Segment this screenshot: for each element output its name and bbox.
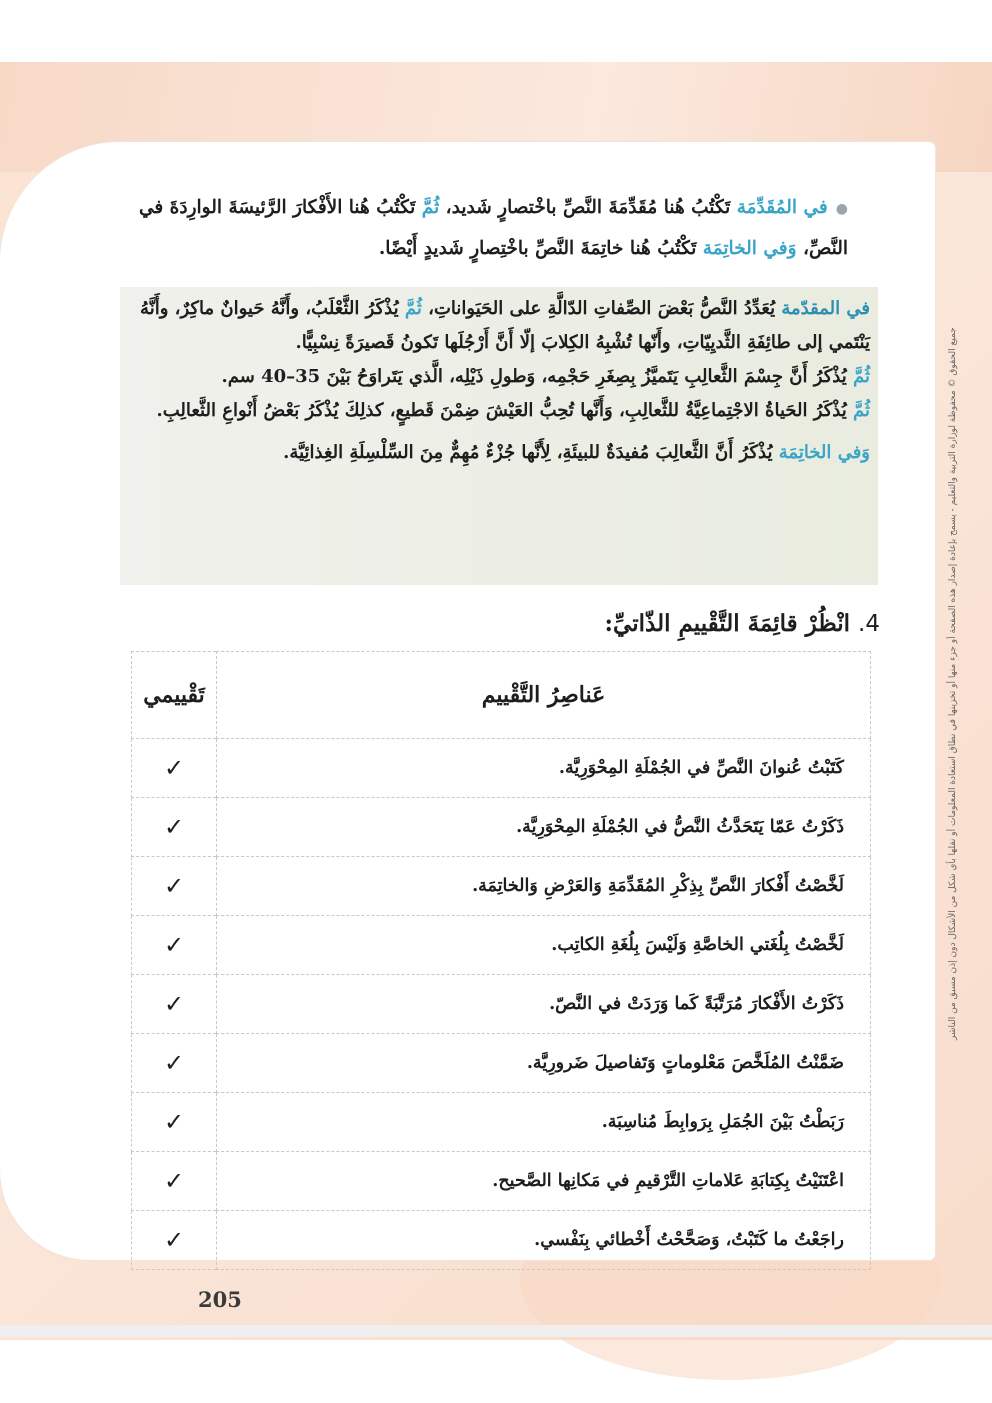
sample-text-3: يُذْكَرُ الحَياةُ الاجْتِماعِيَّةُ للثَّعالِبِ، وَأَنَّها تُحِبُّ العَيْشَ ضِمْنَ قَطيعٍ، كذلِكَ يُذْكَرُ بَعْضُ أَنْواعِ الثَّعالِبِ. — [156, 400, 853, 421]
checkmark-icon[interactable]: ✓ — [132, 916, 217, 975]
checkmark-icon[interactable]: ✓ — [132, 1152, 217, 1211]
table-row — [132, 1034, 871, 1093]
sample-keyword-then-3: ثُمَّ — [853, 400, 870, 421]
checkmark-icon[interactable]: ✓ — [132, 1034, 217, 1093]
table-row — [132, 857, 871, 916]
instruction-text-3: تَكْتُبُ هُنا خاتِمَةَ النَّصِّ باخْتِصارٍ شَديدٍ أَيْضًا. — [378, 238, 703, 259]
sample-text-1b: يُذْكَرُ الثَّعْلَبُ، وأَنَّهُ حَيوانٌ ماكِرٌ، وأَنَّهُ يَنْتَمي إلى طائِفَةِ الثَّديِيّاتِ، وأَنّها تُشْبِهُ الكِلابَ إلّا أَنَّ أَرْجُلَها تَكونُ قَصيرَةً نِسْبِيًّا. — [140, 298, 870, 353]
criterion-text: ذَكَرْتُ الأَفْكارَ مُرَتَّبَةً كَما وَرَدَتْ في النَّصّ. — [217, 975, 871, 1034]
table-row — [132, 916, 871, 975]
sample-paragraph-3 — [130, 394, 870, 428]
criterion-text: ضَمَّنْتُ المُلَخَّصَ مَعْلوماتٍ وَتَفاصيلَ ضَرورِيَّة. — [217, 1034, 871, 1093]
sample-text-1a: يُعَدِّدُ النَّصُّ بَعْضَ الصِّفاتِ الدّالَّةِ على الحَيَواناتِ، — [421, 298, 782, 319]
sample-paragraph-1 — [130, 292, 870, 360]
checkmark-icon[interactable]: ✓ — [132, 1211, 217, 1270]
table-row — [132, 798, 871, 857]
table-row — [132, 739, 871, 798]
checkmark-icon[interactable]: ✓ — [132, 857, 217, 916]
criterion-text: راجَعْتُ ما كَتَبْتُ، وَصَحَّحْتُ أَخْطائي بِنَفْسي. — [217, 1211, 871, 1270]
keyword-intro: في المُقَدِّمَة — [736, 197, 828, 218]
instruction-text-2: تَكْتُبُ هُنا الأَفْكارَ الرَّئيسَةَ الوارِدَةَ في النَّصِّ، — [138, 197, 848, 259]
criterion-text: لَخَّصْتُ بِلُغَتي الخاصَّةِ وَلَيْسَ بِلُغَةِ الكاتِب. — [217, 916, 871, 975]
table-row — [132, 1093, 871, 1152]
table-row — [132, 975, 871, 1034]
sample-paragraph-2 — [130, 360, 870, 394]
sample-summary-text — [130, 292, 870, 470]
criterion-text: رَبَطْتُ بَيْنَ الجُمَلِ بِرَوابِطَ مُناسِبَة. — [217, 1093, 871, 1152]
question-number: 4. — [858, 611, 880, 637]
criterion-text: ذَكَرْتُ عَمّا يَتَحَدَّثُ النَّصُّ في الجُمْلَةِ المِحْوَرِيَّة. — [217, 798, 871, 857]
keyword-conclusion: وَفي الخاتِمَة — [702, 238, 797, 259]
instruction-text-1: تَكْتُبُ هُنا مُقَدِّمَةَ النَّصِّ باخْتصارٍ شَديد، — [439, 197, 737, 218]
sample-keyword-then-2: ثُمَّ — [853, 366, 870, 387]
question-text: انْظُرْ قائِمَةَ التَّقْييمِ الذّاتيِّ: — [604, 610, 859, 637]
sample-keyword-then-1: ثُمَّ — [404, 298, 422, 319]
header-rating: تَقْييمي — [132, 652, 217, 739]
bottom-strip — [0, 1325, 992, 1337]
keyword-then: ثُمَّ — [421, 197, 440, 218]
table-header-row — [132, 652, 871, 739]
copyright-note: جميع الحقوق © محفوظة لوزارة التربية والتعليم - يسمح بإعادة إصدار هذه الصفحة أو جزء منها أو تخزينها في نطاق استعادة المعلومات أو نقلها بأي شكل من الأشكال دون إذن مسبق من الناشر — [948, 327, 958, 1040]
sample-keyword-intro: في المقدّمة — [781, 298, 870, 319]
criterion-text: لَخَّصْتُ أَفْكارَ النَّصِّ بِذِكْرِ المُقَدِّمَةِ وَالعَرْضِ وَالخاتِمَة. — [217, 857, 871, 916]
self-assessment-table — [131, 651, 871, 1270]
sample-paragraph-4 — [130, 436, 870, 470]
page-number: 205 — [198, 1287, 242, 1312]
checkmark-icon[interactable]: ✓ — [132, 1093, 217, 1152]
instructions-paragraph — [128, 188, 848, 269]
criterion-text: اعْتَنَيْتُ بِكِتابَةِ عَلاماتِ التَّرْقيمِ في مَكانِها الصَّحيح. — [217, 1152, 871, 1211]
criterion-text: كَتَبْتُ عُنوانَ النَّصِّ في الجُمْلَةِ المِحْوَرِيَّة. — [217, 739, 871, 798]
bullet-icon: ● — [835, 201, 848, 217]
checkmark-icon[interactable]: ✓ — [132, 798, 217, 857]
table-row — [132, 1152, 871, 1211]
question-heading — [560, 604, 880, 644]
header-criteria: عَناصِرُ التَّقْييم — [217, 652, 871, 739]
sample-text-4: يُذْكَرُ أَنَّ الثَّعالِبَ مُفيدَةٌ للبيئَةِ، لِأَنَّها جُزْءٌ مُهِمٌّ مِنَ السِّلْسِلَةِ الغِذائِيَّة. — [283, 442, 779, 463]
sample-keyword-conclusion: وَفي الخاتِمَة — [778, 442, 870, 463]
checkmark-icon[interactable]: ✓ — [132, 975, 217, 1034]
table-row — [132, 1211, 871, 1270]
sample-text-2: يُذْكَرُ أَنَّ جِسْمَ الثَّعالِبِ يَتَميَّزُ بِصِغَرِ حَجْمِه، وَطولِ ذَيْلِه، الَّذي يَتَراوَحُ بَيْنَ 35–40 سم. — [221, 366, 853, 387]
checkmark-icon[interactable]: ✓ — [132, 739, 217, 798]
